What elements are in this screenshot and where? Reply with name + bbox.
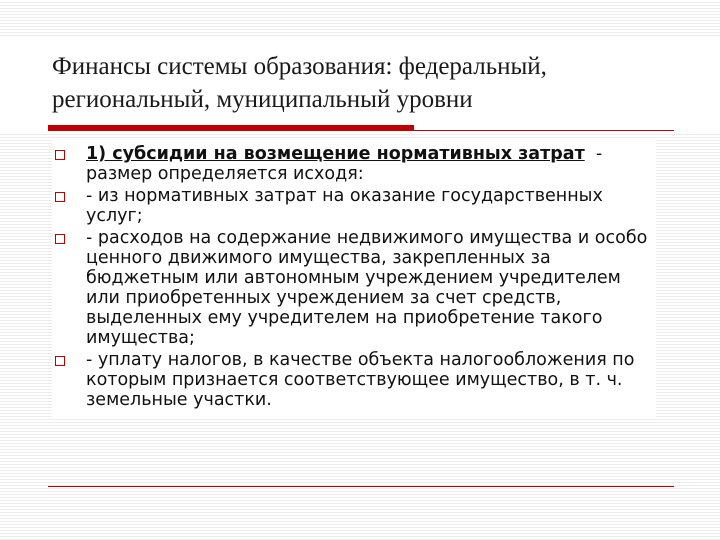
bullet-item	[52, 228, 656, 348]
title-divider-line	[48, 130, 674, 131]
bullet-text: - размер определяется исходя:	[86, 144, 608, 184]
bullet-item	[52, 350, 656, 410]
bullet-text: - уплату налогов, в качестве объекта налогообложения по которым признается соответствующее имущество, в т. ч. земельные участки.	[86, 350, 635, 410]
hollow-square-bullet-icon	[55, 150, 65, 160]
bullet-text: - расходов на содержание недвижимого имущества и особо ценного движимого имущества, закрепленных за бюджетным или автономным учреждением учредителем или приобретенных учреждением за счет средств, выделенных ему учредителем на приобретение такого имущества;	[86, 228, 648, 348]
bullet-list	[52, 144, 656, 410]
hollow-square-bullet-icon	[55, 356, 65, 366]
slide-body	[52, 140, 656, 418]
bullet-item	[52, 186, 656, 226]
hollow-square-bullet-icon	[55, 234, 65, 244]
slide-title: Финансы системы образования: федеральный, региональный, муниципальный уровни	[52, 53, 547, 113]
striped-background-top	[0, 0, 720, 38]
hollow-square-bullet-icon	[55, 192, 65, 202]
bullet-text: - из нормативных затрат на оказание государственных услуг;	[86, 186, 603, 226]
bullet-item	[52, 144, 656, 184]
footer-divider-line	[48, 486, 674, 487]
bullet-emphasis: 1) субсидии на возмещение нормативных затрат	[86, 144, 585, 164]
